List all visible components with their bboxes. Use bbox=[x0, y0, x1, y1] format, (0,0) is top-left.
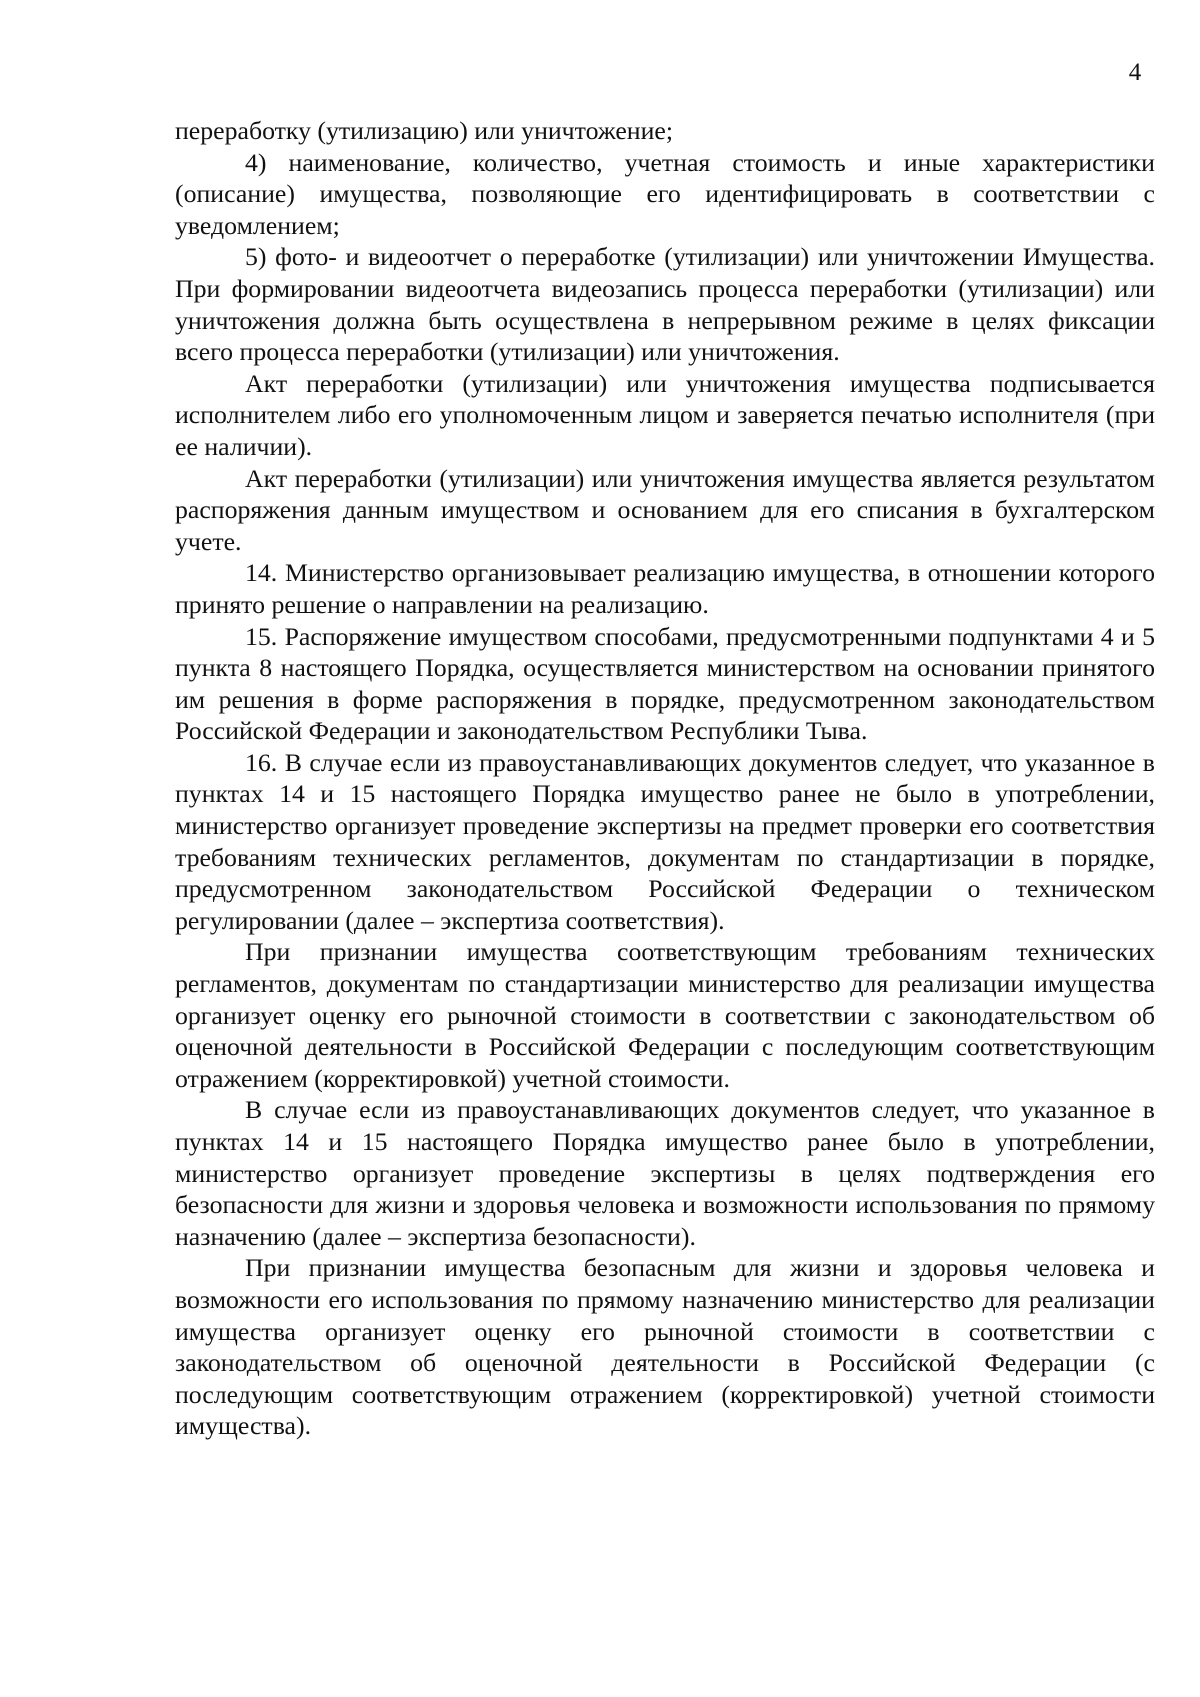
paragraph-conformity-assessment: При признании имущества соответствующим требованиям технических регламентов, документам по стандартизации министерство для реализации имущества организует оценку его рыночной стоимости в соответствии с законодательством об оценочной деятельности в Российской Федерации с последующим соответствующим отражением (корректировкой) учетной стоимости. bbox=[175, 937, 1155, 1093]
paragraph-act-signing: Акт переработки (утилизации) или уничтожения имущества подписывается исполнителем либо его уполномоченным лицом и заверяется печатью исполнителя (при ее наличии). bbox=[175, 368, 1155, 461]
paragraph-safety-assessment: При признании имущества безопасным для жизни и здоровья человека и возможности его использования по прямому назначению министерство для реализации имущества организует оценку его рыночной стоимости в соответствии с законодательством об оценочной деятельности в Российской Федерации (с последующим соответствующим отражением (корректировкой) учетной стоимости имущества). bbox=[175, 1253, 1155, 1441]
paragraph-act-result: Акт переработки (утилизации) или уничтожения имущества является результатом распоряжения данным имуществом и основанием для его списания в бухгалтерском учете. bbox=[175, 463, 1155, 556]
paragraph-clause-14: 14. Министерство организовывает реализацию имущества, в отношении которого принято решение о направлении на реализацию. bbox=[175, 558, 1155, 619]
paragraph-used-property: В случае если из правоустанавливающих документов следует, что указанное в пунктах 14 и 15 настоящего Порядка имущество ранее было в употреблении, министерство организует проведение экспертизы в целях подтверждения его безопасности для жизни и здоровья человека и возможности использования по прямому назначению (далее – экспертиза безопасности). bbox=[175, 1095, 1155, 1251]
paragraph-clause-15: 15. Распоряжение имуществом способами, предусмотренными подпунктами 4 и 5 пункта 8 настоящего Порядка, осуществляется министерством на основании принятого им решения в форме распоряжения в порядке, предусмотренном законодательством Российской Федерации и законодательством Республики Тыва. bbox=[175, 621, 1155, 746]
paragraph-item-5: 5) фото- и видеоотчет о переработке (утилизации) или уничтожении Имущества. При формировании видеоотчета видеозапись процесса переработки (утилизации) или уничтожения должна быть осуществлена в непрерывном режиме в целях фиксации всего процесса переработки (утилизации) или уничтожения. bbox=[175, 242, 1155, 367]
paragraph-item-4: 4) наименование, количество, учетная стоимость и иные характеристики (описание) имущества, позволяющие его идентифицировать в соответствии с уведомлением; bbox=[175, 147, 1155, 240]
paragraph-continuation: переработку (утилизацию) или уничтожение; bbox=[175, 116, 674, 145]
document-body bbox=[175, 115, 1155, 1442]
page-number: 4 bbox=[1128, 59, 1142, 86]
paragraph-clause-16: 16. В случае если из правоустанавливающих документов следует, что указанное в пунктах 14 и 15 настоящего Порядка имущество ранее не было в употреблении, министерство организует проведение экспертизы на предмет проверки его соответствия требованиям технических регламентов, документам по стандартизации в порядке, предусмотренном законодательством Российской Федерации о техническом регулировании (далее – экспертиза соответствия). bbox=[175, 747, 1155, 935]
